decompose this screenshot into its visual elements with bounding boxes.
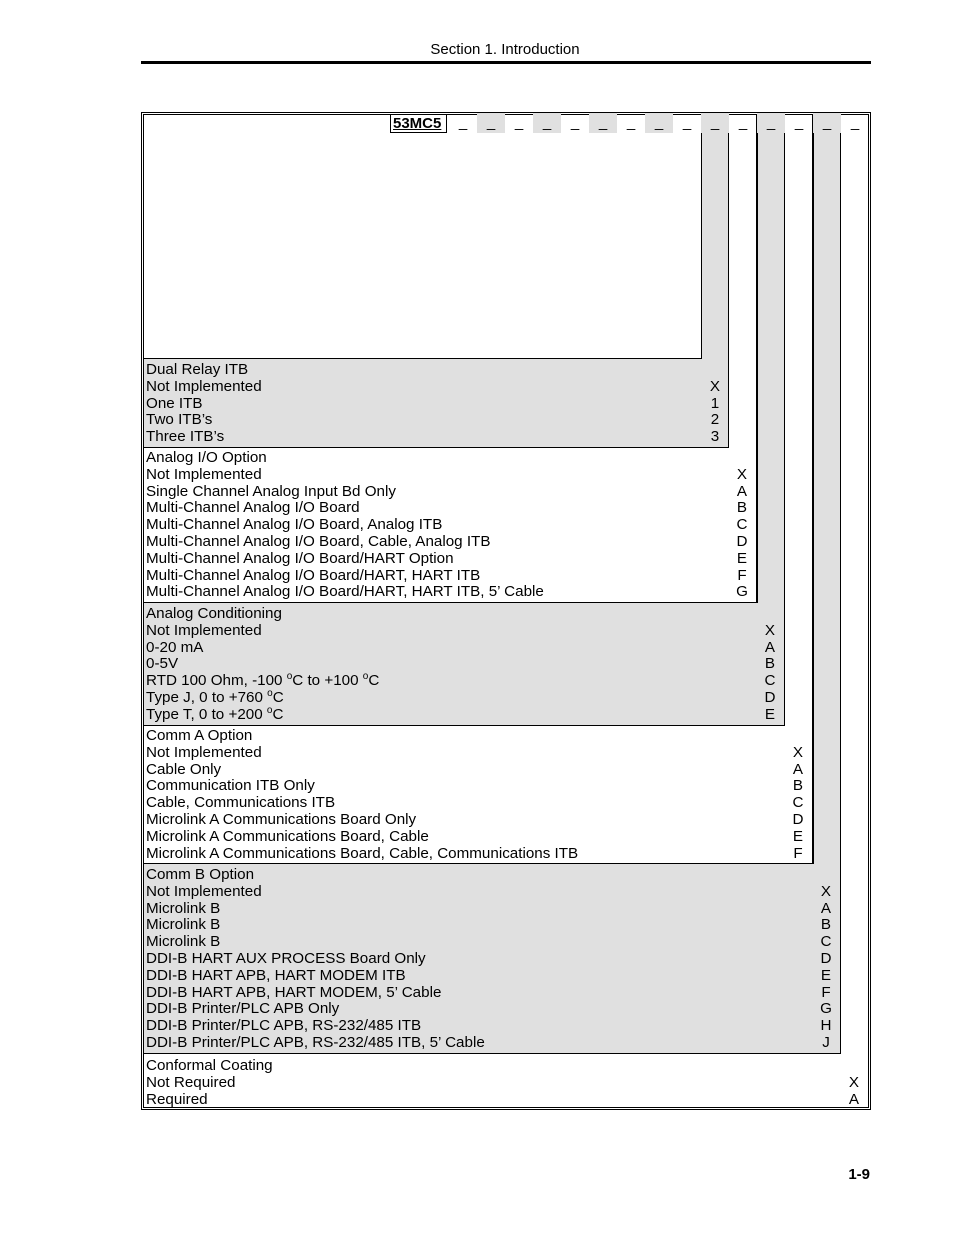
code-blank-6: _ [589,113,617,133]
code-blank-11: _ [738,114,748,131]
option-code: F [793,844,803,862]
option-label: Not Implemented [146,743,262,761]
option-group-title: Conformal Coating [146,1057,273,1074]
option-code: E [792,827,804,845]
top-area-divider [144,114,702,359]
option-label: Multi-Channel Analog I/O Board/HART, HART ITB [146,566,481,584]
code-blank-7: _ [626,114,636,131]
code-blank-14: _ [813,113,841,133]
option-code: A [820,899,832,917]
option-label: DDI-B Printer/PLC APB, RS-232/485 ITB [146,1017,422,1035]
option-code: F [821,983,831,1001]
option-code: B [820,916,832,934]
option-code: C [736,516,748,534]
option-code: A [792,760,804,778]
section-header: Section 1. Introduction [430,41,580,58]
option-code: B [764,655,776,673]
code-blank-12: _ [757,113,785,133]
option-code: X [792,743,804,761]
option-code: G [736,583,748,601]
option-label: DDI-B HART AUX PROCESS Board Only [146,950,426,967]
option-label: DDI-B Printer/PLC APB Only [146,1000,340,1018]
option-label: 0-5V [146,655,179,673]
option-group-title: Analog Conditioning [146,605,282,622]
option-label: Multi-Channel Analog I/O Board/HART, HART ITB, 5’ Cable [146,583,544,601]
option-label: Microlink A Communications Board Only [146,811,417,828]
option-label: Not Required [146,1073,236,1091]
option-code: D [764,689,776,706]
option-code: X [848,1073,860,1091]
page-number: 1-9 [848,1166,870,1183]
option-code: B [736,499,748,517]
option-label: Microlink B [146,933,221,951]
option-label: 0-20 mA [146,638,204,656]
option-label: Multi-Channel Analog I/O Board/HART Option [146,549,454,567]
option-label: Not Implemented [146,621,262,639]
option-code: E [820,966,832,984]
header-rule [141,61,871,64]
option-code: C [792,794,804,812]
option-label: DDI-B Printer/PLC APB, RS-232/485 ITB, 5’ Cable [146,1034,485,1051]
code-blank-5: _ [570,114,580,131]
code-blank-8: _ [645,113,673,133]
option-code: H [820,1017,832,1035]
code-blank-3: _ [514,114,524,131]
option-label: DDI-B HART APB, HART MODEM, 5’ Cable [146,983,442,1001]
code-blank-2: _ [477,113,505,133]
option-code: D [820,950,832,967]
option-code: J [822,1034,830,1051]
option-code: 1 [710,394,720,412]
option-label: Single Channel Analog Input Bd Only [146,482,396,500]
option-group-title: Dual Relay ITB [146,361,249,378]
code-blank-13: _ [794,114,804,131]
option-label: Communication ITB Only [146,777,315,795]
option-code: A [736,482,748,500]
option-group-title: Comm B Option [146,866,255,883]
option-label: Microlink B [146,916,221,934]
option-label: Multi-Channel Analog I/O Board, Analog ITB [146,516,443,534]
option-code: X [820,882,832,900]
option-label: Two ITB’s [146,411,213,429]
model-code: 53MC5 [390,115,447,133]
option-code: F [737,566,747,584]
option-label: DDI-B HART APB, HART MODEM ITB [146,966,406,984]
code-blank-1: _ [458,114,468,131]
option-label: Multi-Channel Analog I/O Board [146,499,360,517]
code-blank-15: _ [850,114,860,131]
option-code: D [792,811,804,828]
option-label: Microlink A Communications Board, Cable [146,827,429,845]
option-label: Microlink A Communications Board, Cable, Communications ITB [146,844,579,862]
option-label: Cable, Communications ITB [146,794,336,812]
option-code: E [736,549,748,567]
option-label: Multi-Channel Analog I/O Board, Cable, Analog ITB [146,533,491,550]
option-label: Not Implemented [146,882,262,900]
option-label: One ITB [146,394,203,412]
option-label: Type J, 0 to +760 $^o$C [146,687,284,706]
option-code: X [709,377,721,395]
option-code: E [764,705,776,723]
option-code: C [820,933,832,951]
option-group-title: Analog I/O Option [146,449,267,466]
option-label: RTD 100 Ohm, -100 $^o$C to +100 $^o$C [146,671,380,690]
option-code: A [764,638,776,656]
code-blank-4: _ [533,113,561,133]
option-code: G [820,1000,832,1018]
option-code: X [764,621,776,639]
option-label: Not Implemented [146,377,262,395]
option-label: Type T, 0 to +200 $^o$C [146,704,284,723]
option-code: C [764,672,776,690]
option-code: 2 [710,411,720,429]
option-label: Not Implemented [146,465,262,483]
option-label: Microlink B [146,899,221,917]
option-group-title: Comm A Option [146,727,253,744]
option-code: B [792,777,804,795]
option-label: Three ITB’s [146,428,225,446]
option-label: Required [146,1090,208,1108]
code-blank-10: _ [701,113,729,133]
code-blank-9: _ [682,114,692,131]
option-code: 3 [710,428,720,446]
option-code: D [736,533,748,550]
option-code: X [736,465,748,483]
option-label: Cable Only [146,760,222,778]
option-code: A [848,1090,860,1108]
